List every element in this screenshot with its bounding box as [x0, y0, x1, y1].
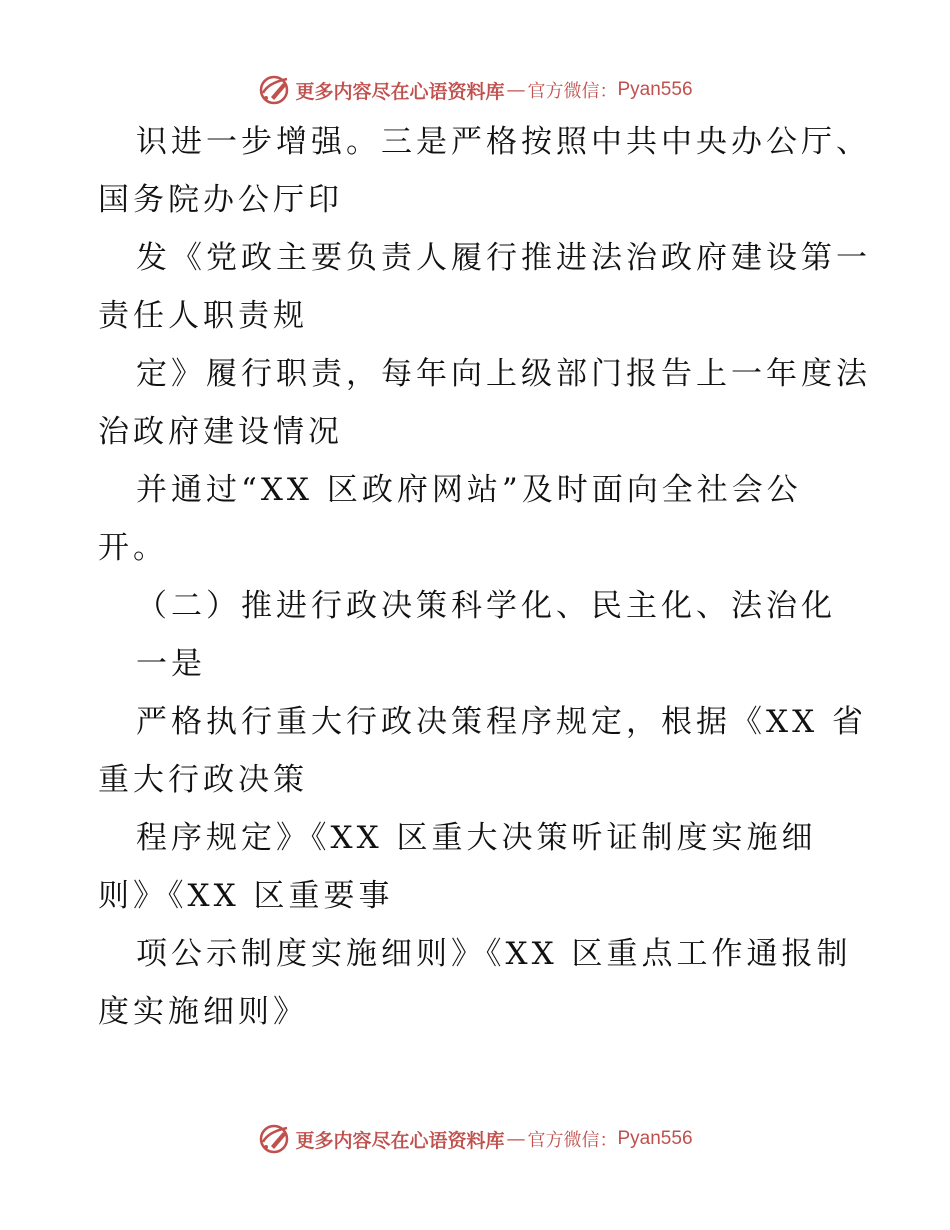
banner-separator: —: [506, 79, 526, 101]
pen-logo-icon: [257, 1122, 291, 1156]
header-banner: [0, 70, 950, 110]
body-line: 严格执行重大行政决策程序规定，根据《XX 省: [136, 704, 867, 740]
body-line: 识进一步增强。三是严格按照中共中央办公厅、: [136, 124, 871, 160]
body-line: 一是: [136, 646, 206, 682]
banner-contact-label: 官方微信：: [527, 81, 618, 102]
body-line: 项公示制度实施细则》《XX 区重点工作通报制: [136, 936, 852, 972]
body-line: 治政府建设情况: [98, 414, 343, 450]
section-heading: （二）推进行政决策科学化、民主化、法治化: [136, 588, 836, 624]
banner-separator: —: [506, 1128, 526, 1150]
body-line: 度实施细则》: [98, 994, 308, 1030]
banner-contact-id: Pyan556: [617, 1128, 693, 1149]
banner-contact-id: Pyan556: [617, 79, 693, 100]
body-line: 责任人职责规: [98, 298, 308, 334]
body-line: 重大行政决策: [98, 762, 308, 798]
banner-brand-text: 更多内容尽在心语资料库: [295, 1129, 505, 1152]
body-line: 国务院办公厅印: [98, 182, 343, 218]
pen-logo-icon: [257, 73, 291, 107]
body-line: 程序规定》《XX 区重大决策听证制度实施细: [136, 820, 817, 856]
body-line: 定》履行职责，每年向上级部门报告上一年度法: [136, 356, 871, 392]
footer-banner: [0, 1119, 950, 1159]
banner-contact-label: 官方微信：: [527, 1130, 618, 1151]
body-line: 并通过“XX 区政府网站”及时面向全社会公: [136, 472, 802, 508]
banner-brand-text: 更多内容尽在心语资料库: [295, 80, 505, 103]
body-line: 则》《XX 区重要事: [98, 878, 394, 914]
body-line: 开。: [98, 530, 168, 566]
body-line: 发《党政主要负责人履行推进法治政府建设第一: [136, 240, 871, 276]
